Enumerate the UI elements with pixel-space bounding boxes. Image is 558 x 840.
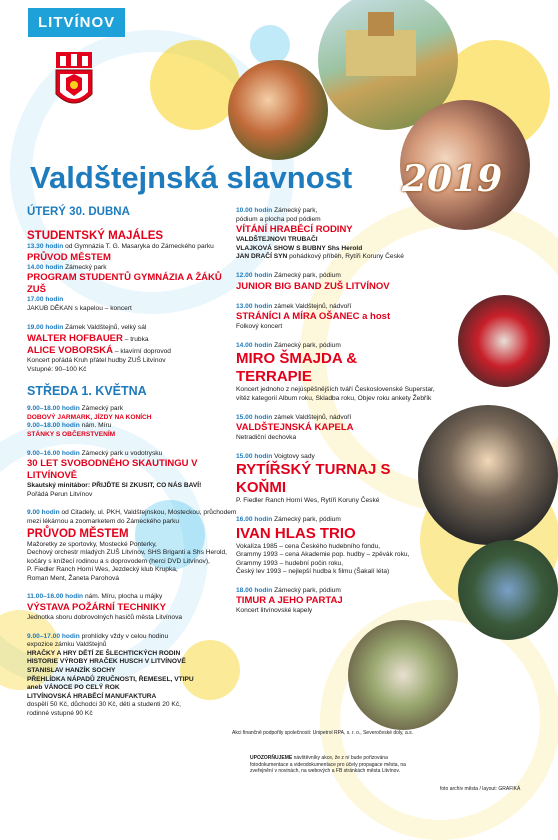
event-place: prohlídky vždy v celou hodinu bbox=[81, 632, 169, 640]
exhibition-item: aneb VÁNOCE PO CELÝ ROK bbox=[27, 684, 120, 692]
event-place: zámek Valdštejnů, nádvoří bbox=[274, 413, 352, 421]
event-heading: JUNIOR BIG BAND ZUŠ LITVÍNOV bbox=[236, 280, 390, 292]
event-subheading: VALDŠTEJNOVI TRUBAČI bbox=[236, 236, 318, 244]
event-place: Voigtovy sady bbox=[274, 452, 315, 460]
event-heading: STRÁNÍCI A MÍRA OŠANEC a host bbox=[236, 311, 391, 323]
event-subheading: JAN DRAČÍ SYN bbox=[236, 253, 288, 261]
event-time: 9.00–18.00 hodin bbox=[27, 405, 80, 413]
event-text: Netradiční dechovka bbox=[236, 434, 297, 442]
event-place: pódium a plocha pod pódiem bbox=[236, 215, 321, 223]
day-heading-2: STŘEDA 1. KVĚTNA bbox=[27, 384, 147, 399]
event-time: 17.00 hodin bbox=[27, 296, 64, 304]
sponsor-note: Akci finančně podpořily společnosti: Unipetrol RPA, s. r. o., Severočeské doly, a.s. bbox=[232, 730, 414, 736]
event-heading: VÍTÁNÍ HRABĚCÍ RODINY bbox=[236, 224, 353, 236]
photo-notice bbox=[250, 755, 420, 775]
right-column bbox=[236, 207, 436, 623]
event-place: Zámecký park, pódium bbox=[274, 515, 341, 523]
event-text: – klavírní doprovod bbox=[114, 347, 171, 355]
event-title: Valdštejnská slavnost bbox=[30, 160, 353, 195]
event-heading: RYTÍŘSKÝ TURNAJ S KOŇMI bbox=[236, 461, 391, 497]
event-place: nám. Míru bbox=[81, 422, 112, 430]
exhibition-item: HRAČKY A HRY DĚTÍ ZE ŠLECHTICKÝCH RODIN bbox=[27, 649, 181, 657]
event-place: Zámecký park, pódium bbox=[274, 341, 341, 349]
event-time: 18.00 hodin bbox=[236, 586, 273, 594]
event-text: Roman Ment, Žaneta Parohová bbox=[27, 574, 119, 582]
litvinov-logo: LITVÍNOV bbox=[28, 8, 125, 37]
event-time: 15.00 hodin bbox=[236, 413, 273, 421]
event-time: 14.00 hodin bbox=[27, 263, 64, 271]
event-text: Jednotka sboru dobrovolných hasičů města Litvínova bbox=[27, 614, 183, 622]
event-heading: PROGRAM STUDENTŮ GYMNÁZIA A ŽÁKŮ ZUŠ bbox=[27, 272, 222, 296]
event-text: Koncert pořádá Kruh přátel hudby ZUŠ Litvínov bbox=[27, 356, 166, 364]
event-text: Pořádá Perun Litvínov bbox=[27, 490, 93, 498]
notice-text: návštěvníky akce, že z ní bude pořizována fotodokumentace a videodokumentace pro účely propagace města, na zveřejnění v novinách, na webových a FB stránkách města Litvínov. bbox=[250, 755, 406, 774]
fair-stall-photo bbox=[348, 620, 458, 730]
event-text: Koncert jednoho z nejúspěšnějších tváří Československé Superstar, bbox=[236, 386, 435, 394]
event-text: rodinné vstupné 90 Kč bbox=[27, 710, 93, 717]
event-place: zámek Valdštejnů, nádvoří bbox=[274, 302, 352, 310]
event-time: 9.00–16.00 hodin bbox=[27, 449, 80, 457]
event-text: JAKUB DĚKAN s kapelou – koncert bbox=[27, 304, 132, 312]
credit-note: foto archiv města / layout: GRAFIKÁ bbox=[440, 786, 521, 792]
event-time: 13.30 hodin bbox=[27, 243, 64, 250]
event-place: Zámecký park u vodotrysku bbox=[81, 449, 163, 457]
band-photo bbox=[418, 405, 558, 545]
drummers-photo bbox=[458, 295, 550, 387]
event-text: Dechový orchestr mladých ZUŠ Litvínov, SHS Briganti a Shs Herold, bbox=[27, 549, 227, 557]
event-place: nám. Míru, plocha u májky bbox=[84, 593, 163, 601]
crowd-photo bbox=[228, 60, 328, 160]
event-text: Grammy 1993 – hudební počin roku, bbox=[236, 559, 344, 567]
event-text: Koncert litvínovské kapely bbox=[236, 607, 313, 615]
event-text: kočáry s knížecí rodinou a s doprovodem (herci DVD Litvínov), bbox=[27, 557, 210, 565]
event-place: Zámecký park bbox=[65, 263, 107, 271]
event-text: P. Fiedler Ranch Horní Wes, Rytíři Koruny České bbox=[236, 497, 380, 505]
event-place: Zámecký park, pódium bbox=[274, 586, 341, 594]
event-time: 13.00 hodin bbox=[236, 302, 273, 310]
event-time: 9.00–17.00 hodin bbox=[27, 632, 80, 640]
event-heading: IVAN HLAS TRIO bbox=[236, 524, 356, 542]
event-time: 9.00 hodin bbox=[27, 509, 60, 517]
event-place: od Citadely, ul. PKH, Valdštejnskou, Mosteckou, průchodem mezi lékárnou a zoomarketem do Zámeckého parku bbox=[27, 509, 237, 525]
event-time: 15.00 hodin bbox=[236, 452, 273, 460]
event-time: 14.00 hodin bbox=[236, 341, 273, 349]
notice-label: UPOZORŇUJEME bbox=[250, 755, 293, 761]
event-heading: PRŮVOD MĚSTEM bbox=[27, 251, 111, 263]
event-text: Český lev 1993 – nejlepší hudba k filmu (Šakalí léta) bbox=[236, 568, 390, 576]
event-heading: WALTER HOFBAUER bbox=[27, 332, 123, 344]
exhibition-item: LITVÍNOVSKÁ HRABĚCÍ MANUFAKTURA bbox=[27, 692, 157, 700]
event-subheading: VLAJKOVÁ SHOW S BUBNY Shs Herold bbox=[236, 244, 363, 252]
event-heading: TIMUR A JEHO PARTAJ bbox=[236, 595, 343, 607]
event-text: – trubka bbox=[124, 335, 149, 343]
event-subheading: DOBOVÝ JARMARK, JÍZDY NA KONÍCH bbox=[27, 413, 152, 421]
exhibition-item: PŘEHLÍDKA NÁPADŮ ZRUČNOSTI, ŘEMESEL, VTIPU bbox=[27, 675, 194, 683]
event-heading: VÝSTAVA POŽÁRNÍ TECHNIKY bbox=[27, 602, 166, 614]
event-year: 2019 bbox=[402, 158, 503, 200]
event-place: Zámecký park bbox=[81, 405, 124, 413]
event-time: 11.00–16.00 hodin bbox=[27, 593, 84, 601]
event-text: Mažoretky ze sportovky, Mostecké Ponterky, bbox=[27, 540, 157, 548]
event-text: dospělí 50 Kč, důchodci 30 Kč, děti a studenti 20 Kč, bbox=[27, 701, 181, 709]
event-place: Zámek Valdštejnů, velký sál bbox=[65, 324, 147, 332]
event-subheading: STÁNKY S OBČERSTVENÍM bbox=[27, 430, 116, 438]
event-heading: VALDŠTEJNSKÁ KAPELA bbox=[236, 422, 354, 434]
event-text: Skautský minitábor: PŘIJĎTE SI ZKUSIT, CO NÁS BAVÍ! bbox=[27, 482, 202, 490]
event-time: 12.00 hodin bbox=[236, 271, 273, 279]
exhibition-item: HISTORIE VÝROBY HRAČEK HUSCH V LITVÍNOVĚ bbox=[27, 658, 186, 666]
left-column bbox=[27, 205, 242, 726]
event-text: Grammy 1993 – cena Akademie pop. hudby – zpěvák roku, bbox=[236, 551, 410, 559]
event-text: Vokalíza 1985 – cena Českého hudebního fondu, bbox=[236, 542, 381, 550]
event-time: 9.00–18.00 hodin bbox=[27, 422, 80, 430]
event-text: pohádkový příběh, Rytíři Koruny České bbox=[289, 253, 404, 261]
city-crest-icon bbox=[52, 50, 96, 114]
event-place: od Gymnázia T. G. Masaryka do Zámeckého parku bbox=[65, 243, 214, 250]
event-time: 19.00 hodin bbox=[27, 324, 64, 332]
event-text: expozice zámku Valdštejnů bbox=[27, 641, 107, 649]
event-text: vítěz kategorií Album roku, Skladba roku, Objev roku ankety Žebřík bbox=[236, 394, 432, 402]
day-heading-1: ÚTERÝ 30. DUBNA bbox=[27, 206, 130, 218]
event-place: Zámecký park, bbox=[274, 207, 318, 214]
knight-horse-photo bbox=[458, 540, 558, 640]
event-text: Vstupné: 90–100 Kč bbox=[27, 365, 87, 373]
event-heading: PRŮVOD MĚSTEM bbox=[27, 527, 129, 540]
exhibition-item: STANISLAV HANZÍK SOCHY bbox=[27, 667, 116, 675]
event-text: P. Fiedler Ranch Horní Wes, Jezdecký klub Krupka, bbox=[27, 566, 178, 574]
event-time: 10.00 hodin bbox=[236, 207, 273, 214]
event-heading: 30 LET SVOBODNÉHO SKAUTINGU V LITVÍNOVĚ bbox=[27, 458, 198, 482]
event-text: Folkový koncert bbox=[236, 323, 283, 331]
event-place: Zámecký park, pódium bbox=[274, 271, 341, 279]
event-heading: ALICE VOBORSKÁ bbox=[27, 344, 114, 356]
event-time: 16.00 hodin bbox=[236, 515, 273, 523]
event-heading: STUDENTSKÝ MAJÁLES bbox=[27, 230, 164, 242]
event-heading: MIRO ŠMAJDA & TERRAPIE bbox=[236, 350, 358, 386]
